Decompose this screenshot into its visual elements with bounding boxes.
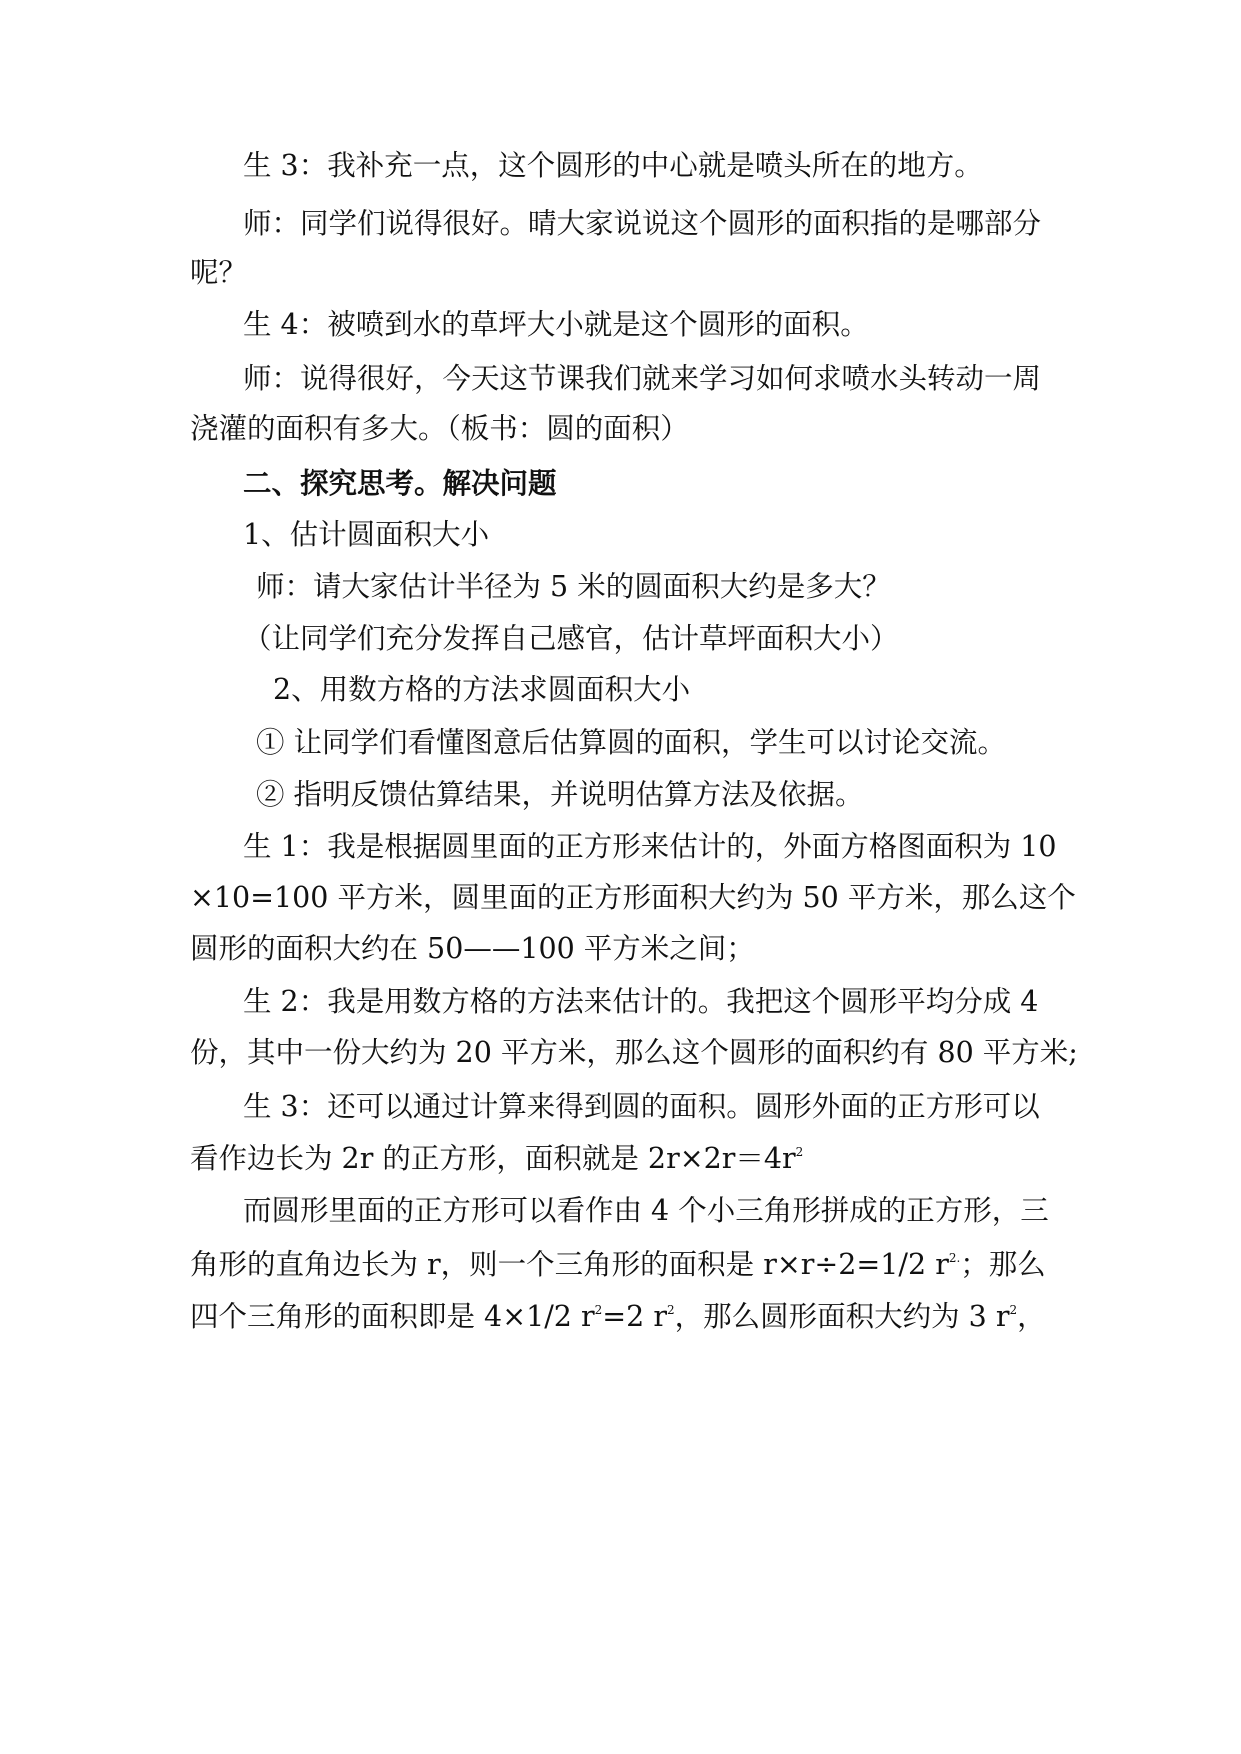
superscript: 2	[795, 1145, 804, 1159]
paragraph-student3-calc: 生 3：还可以通过计算来得到圆的面积。圆形外面的正方形可以	[243, 1090, 1040, 1123]
paragraph-student3-calc-cont	[190, 1130, 1070, 1188]
superscript: 2	[666, 1303, 675, 1317]
paragraph-inner-square: 而圆形里面的正方形可以看作由 4 个小三角形拼成的正方形，三	[243, 1194, 1049, 1227]
list-item-2: ② 指明反馈估算结果，并说明估算方法及依据。	[256, 778, 864, 811]
text-segment: ；那么	[960, 1248, 1046, 1281]
paragraph-student1: 生 1：我是根据圆里面的正方形来估计的，外面方格图面积为 10	[243, 830, 1057, 863]
paragraph-inner-square-cont1	[190, 1236, 1070, 1294]
paragraph-teacher-intro-cont: 浇灌的面积有多大。（板书：圆的面积）	[190, 412, 689, 445]
formula-triangle-area: 角形的直角边长为 r，则一个三角形的面积是 r×r÷2=1/2 r	[190, 1248, 949, 1281]
section-heading-explore: 二、探究思考。解决问题	[243, 466, 557, 500]
paragraph-note-estimate: （让同学们充分发挥自己感官，估计草坪面积大小）	[243, 622, 899, 655]
text-segment: =2 r	[602, 1300, 667, 1333]
paragraph-student1-cont2: 圆形的面积大约在 50——100 平方米之间；	[190, 932, 755, 965]
list-item-1: ① 让同学们看懂图意后估算圆的面积，学生可以讨论交流。	[256, 726, 1007, 759]
superscript: 2	[1009, 1303, 1018, 1317]
paragraph-student2: 生 2：我是用数方格的方法来估计的。我把这个圆形平均分成 4	[243, 985, 1039, 1018]
paragraph-teacher-intro: 师：说得很好，今天这节课我们就来学习如何求喷水头转动一周	[243, 362, 1042, 395]
superscript: 2	[594, 1303, 603, 1317]
subheading-estimate-area: 1、估计圆面积大小	[243, 518, 490, 551]
paragraph-student1-cont1: ×10=100 平方米，圆里面的正方形面积大约为 50 平方米，那么这个	[190, 881, 1076, 914]
formula-outer-square: 看作边长为 2r 的正方形，面积就是 2r×2r＝4r	[190, 1142, 796, 1175]
subheading-count-squares: 2、用数方格的方法求圆面积大小	[273, 673, 691, 706]
paragraph-student4-answer: 生 4：被喷到水的草坪大小就是这个圆形的面积。	[243, 308, 869, 341]
superscript: 2.	[948, 1251, 961, 1265]
text-segment: ，	[1017, 1300, 1046, 1333]
paragraph-teacher-estimate: 师：请大家估计半径为 5 米的圆面积大约是多大？	[256, 570, 891, 603]
formula-four-triangles: 四个三角形的面积即是 4×1/2 r	[190, 1300, 595, 1333]
text-segment: ，那么圆形面积大约为 3 r	[674, 1300, 1010, 1333]
paragraph-student3-supplement: 生 3：我补充一点，这个圆形的中心就是喷头所在的地方。	[243, 149, 983, 182]
paragraph-student2-cont: 份，其中一份大约为 20 平方米，那么这个圆形的面积约有 80 平方米;	[190, 1036, 1078, 1069]
paragraph-inner-square-cont2	[190, 1288, 1070, 1346]
paragraph-teacher-question-cont: 呢？	[190, 256, 248, 289]
paragraph-teacher-question: 师：同学们说得很好。晴大家说说这个圆形的面积指的是哪部分	[243, 207, 1042, 240]
